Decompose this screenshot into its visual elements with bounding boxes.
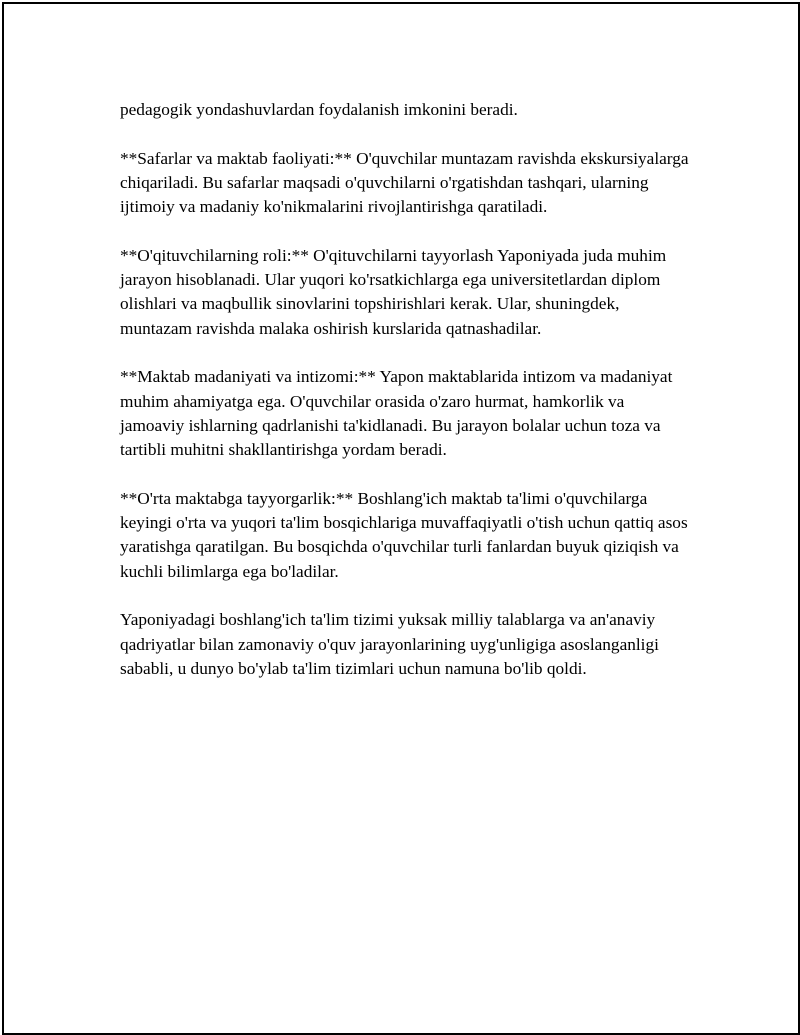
paragraph-teachers-role: **O'qituvchilarning roli:** O'qituvchilarni tayyorlash Yaponiyada juda muhim jarayon hisoblanadi. Ular yuqori ko'rsatkichlarga ega universitetlardan diplom olishlari va maqbullik sinovlarini topshirishlari kerak. Ular, shuningdek, muntazam ravishda malaka oshirish kurslarida qatnashadilar.: [120, 245, 667, 338]
paragraph-secondary-prep: **O'rta maktabga tayyorgarlik:** Boshlang'ich maktab ta'limi o'quvchilarga keyingi o'rta va yuqori ta'lim bosqichlariga muvaffaqiyatli o'tish uchun qattiq asos yaratishga qaratilgan. Bu bosqichda o'quvchilar turli fanlardan buyuk qiziqish va kuchli bilimlarga ega bo'ladilar.: [120, 488, 688, 581]
paragraph-continuation: pedagogik yondashuvlardan foydalanish imkonini beradi.: [120, 100, 518, 119]
paragraph-school-culture: **Maktab madaniyati va intizomi:** Yapon maktablarida intizom va madaniyat muhim ahamiyatga ega. O'quvchilar orasida o'zaro hurmat, hamkorlik va jamoaviy ishlarning qadrlanishi ta'kidlanadi. Bu jarayon bolalar uchun toza va tartibli muhitni shakllantirishga yordam beradi.: [120, 367, 673, 460]
paragraph-trips: **Safarlar va maktab faoliyati:** O'quvchilar muntazam ravishda ekskursiyalarga chiqariladi. Bu safarlar maqsadi o'quvchilarni o'rgatishdan tashqari, ularning ijtimoiy va madaniy ko'nikmalarini rivojlantirishga qaratiladi.: [120, 148, 689, 217]
document-page: [2, 2, 800, 1035]
document-body: [120, 98, 690, 705]
paragraph-conclusion: Yaponiyadagi boshlang'ich ta'lim tizimi yuksak milliy talablarga va an'anaviy qadriyatlar bilan zamonaviy o'quv jarayonlarining uyg'unligiga asoslanganligi sababli, u dunyo bo'ylab ta'lim tizimlari uchun namuna bo'lib qoldi.: [120, 610, 659, 678]
